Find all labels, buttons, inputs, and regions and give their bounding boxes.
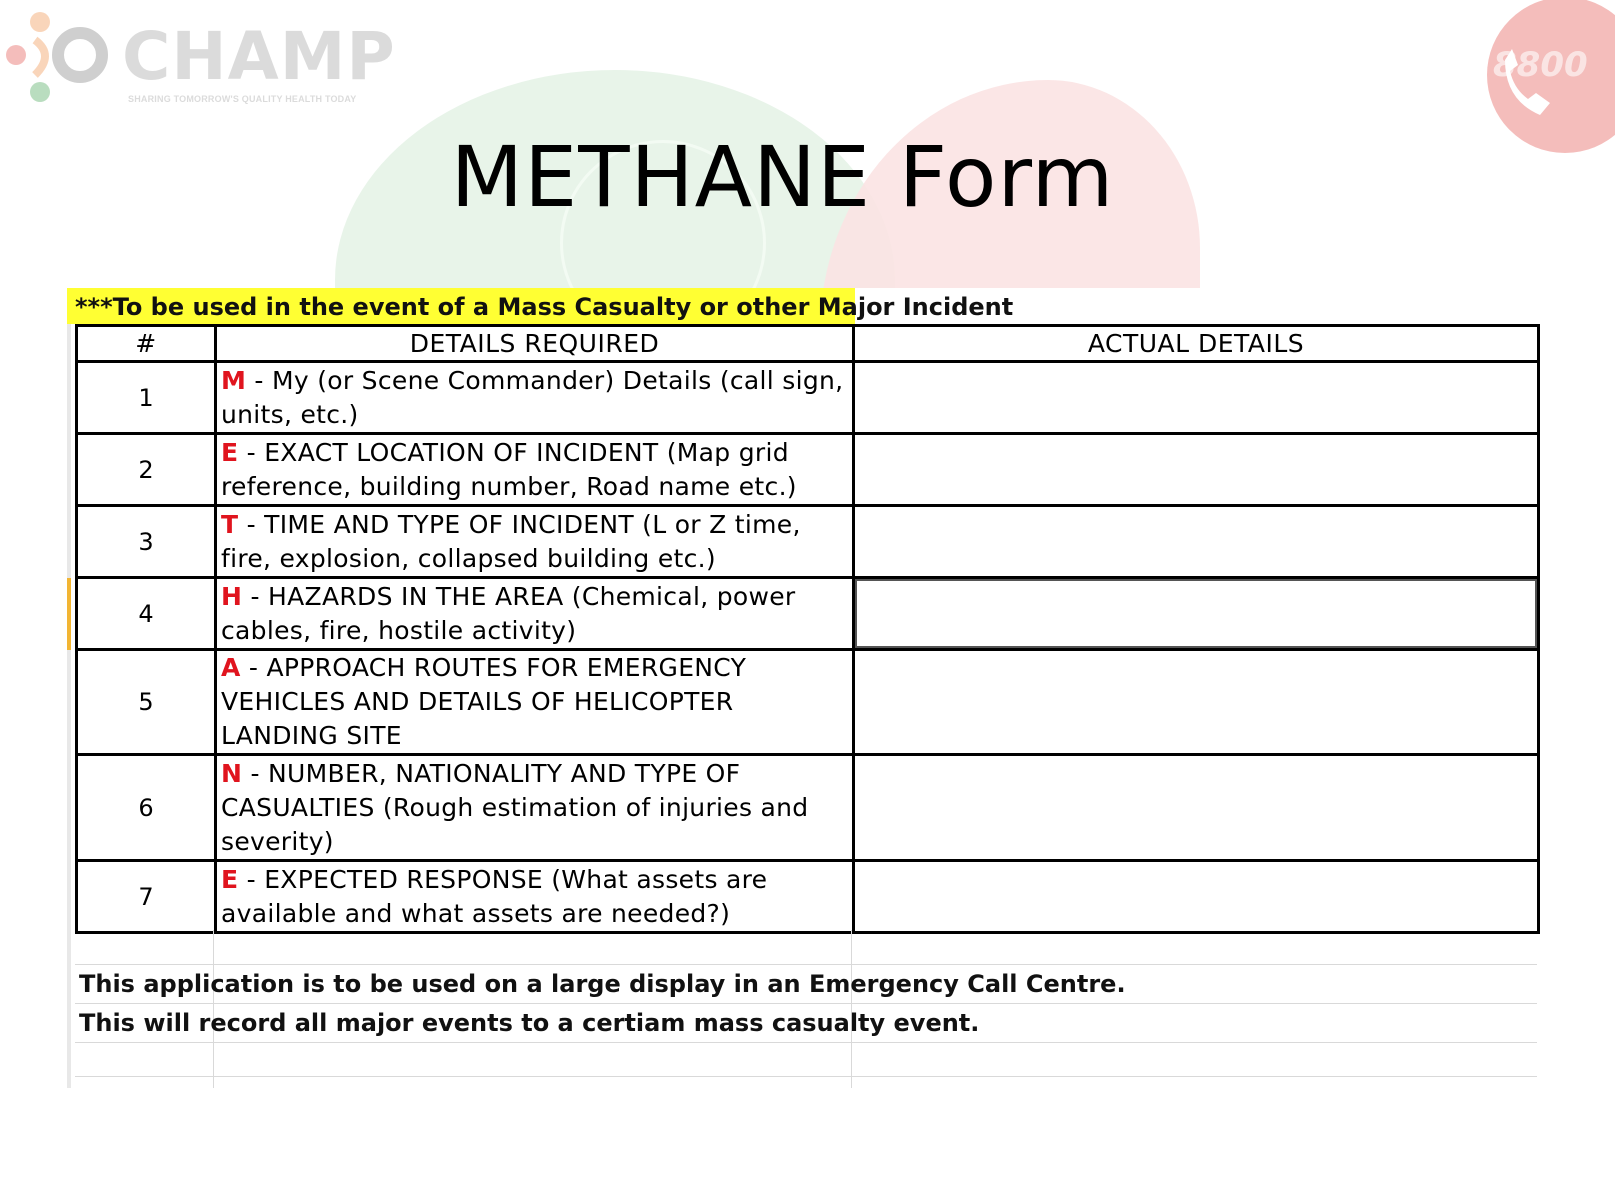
details-cell[interactable] xyxy=(216,506,854,578)
details-cell[interactable] xyxy=(216,861,854,933)
details-text: - APPROACH ROUTES FOR EMERGENCY VEHICLES AND DETAILS OF HELICOPTER LANDING SITE xyxy=(221,653,747,750)
details-text: - EXPECTED RESPONSE (What assets are available and what assets are needed?) xyxy=(221,864,768,928)
row-number: 3 xyxy=(77,506,216,578)
column-header-num: # xyxy=(77,326,216,362)
hotline-number: 8800 xyxy=(1493,45,1588,85)
grid-line xyxy=(75,1042,1537,1043)
actual-details-cell[interactable] xyxy=(854,362,1539,434)
actual-details-cell[interactable] xyxy=(854,434,1539,506)
details-cell[interactable] xyxy=(216,362,854,434)
details-text: - My (or Scene Commander) Details (call sign, units, etc.) xyxy=(221,365,844,429)
details-cell[interactable] xyxy=(216,755,854,861)
grid-line xyxy=(75,964,1537,965)
table-row xyxy=(77,861,1539,933)
footer-line-2: This will record all major events to a certiam mass casualty event. xyxy=(79,1009,980,1037)
grid-line xyxy=(75,1003,1537,1004)
row-number: 7 xyxy=(77,861,216,933)
details-text: - NUMBER, NATIONALITY AND TYPE OF CASUALTIES (Rough estimation of injuries and severity) xyxy=(221,758,809,856)
logo-tagline: SHARING TOMORROW'S QUALITY HEALTH TODAY xyxy=(128,94,357,104)
methane-letter: E xyxy=(221,437,239,467)
methane-letter: T xyxy=(221,509,239,539)
row-number: 2 xyxy=(77,434,216,506)
table-row xyxy=(77,755,1539,861)
champ-logo xyxy=(0,0,420,120)
table-row xyxy=(77,578,1539,650)
methane-table xyxy=(75,324,1540,934)
details-cell[interactable] xyxy=(216,650,854,755)
actual-details-cell[interactable] xyxy=(854,506,1539,578)
table-row xyxy=(77,650,1539,755)
methane-letter: H xyxy=(221,581,243,611)
methane-letter: A xyxy=(221,653,241,682)
people-ring-icon xyxy=(0,0,120,120)
methane-letter: E xyxy=(221,864,239,894)
notice-text: ***To be used in the event of a Mass Casualty or other Major Incident xyxy=(75,293,1014,321)
row-number: 6 xyxy=(77,755,216,861)
logo-wordmark: CHAMP xyxy=(122,18,396,95)
actual-details-cell-selected[interactable] xyxy=(854,578,1539,650)
active-row-marker xyxy=(67,578,71,650)
row-number: 4 xyxy=(77,578,216,650)
details-text: - HAZARDS IN THE AREA (Chemical, power cables, fire, hostile activity) xyxy=(221,581,796,645)
table-row xyxy=(77,434,1539,506)
table-row xyxy=(77,362,1539,434)
details-cell[interactable] xyxy=(216,434,854,506)
actual-details-cell[interactable] xyxy=(854,861,1539,933)
row-number: 5 xyxy=(77,650,216,755)
page-title: METHANE Form xyxy=(450,128,1115,226)
row-header-strip xyxy=(67,288,71,1088)
column-header-actual: ACTUAL DETAILS xyxy=(854,326,1539,362)
header-row xyxy=(77,326,1539,362)
actual-details-cell[interactable] xyxy=(854,755,1539,861)
methane-letter: N xyxy=(221,758,243,788)
row-number: 1 xyxy=(77,362,216,434)
table-row xyxy=(77,506,1539,578)
grid-line xyxy=(75,1076,1537,1077)
details-text: - EXACT LOCATION OF INCIDENT (Map grid reference, building number, Road name etc.) xyxy=(221,437,797,501)
footer-line-1: This application is to be used on a large display in an Emergency Call Centre. xyxy=(79,970,1126,998)
column-header-details: DETAILS REQUIRED xyxy=(216,326,854,362)
methane-letter: M xyxy=(221,365,247,395)
spreadsheet xyxy=(67,288,1542,1088)
details-cell[interactable] xyxy=(216,578,854,650)
actual-details-cell[interactable] xyxy=(854,650,1539,755)
details-text: - TIME AND TYPE OF INCIDENT (L or Z time, fire, explosion, collapsed building etc.) xyxy=(221,509,801,573)
